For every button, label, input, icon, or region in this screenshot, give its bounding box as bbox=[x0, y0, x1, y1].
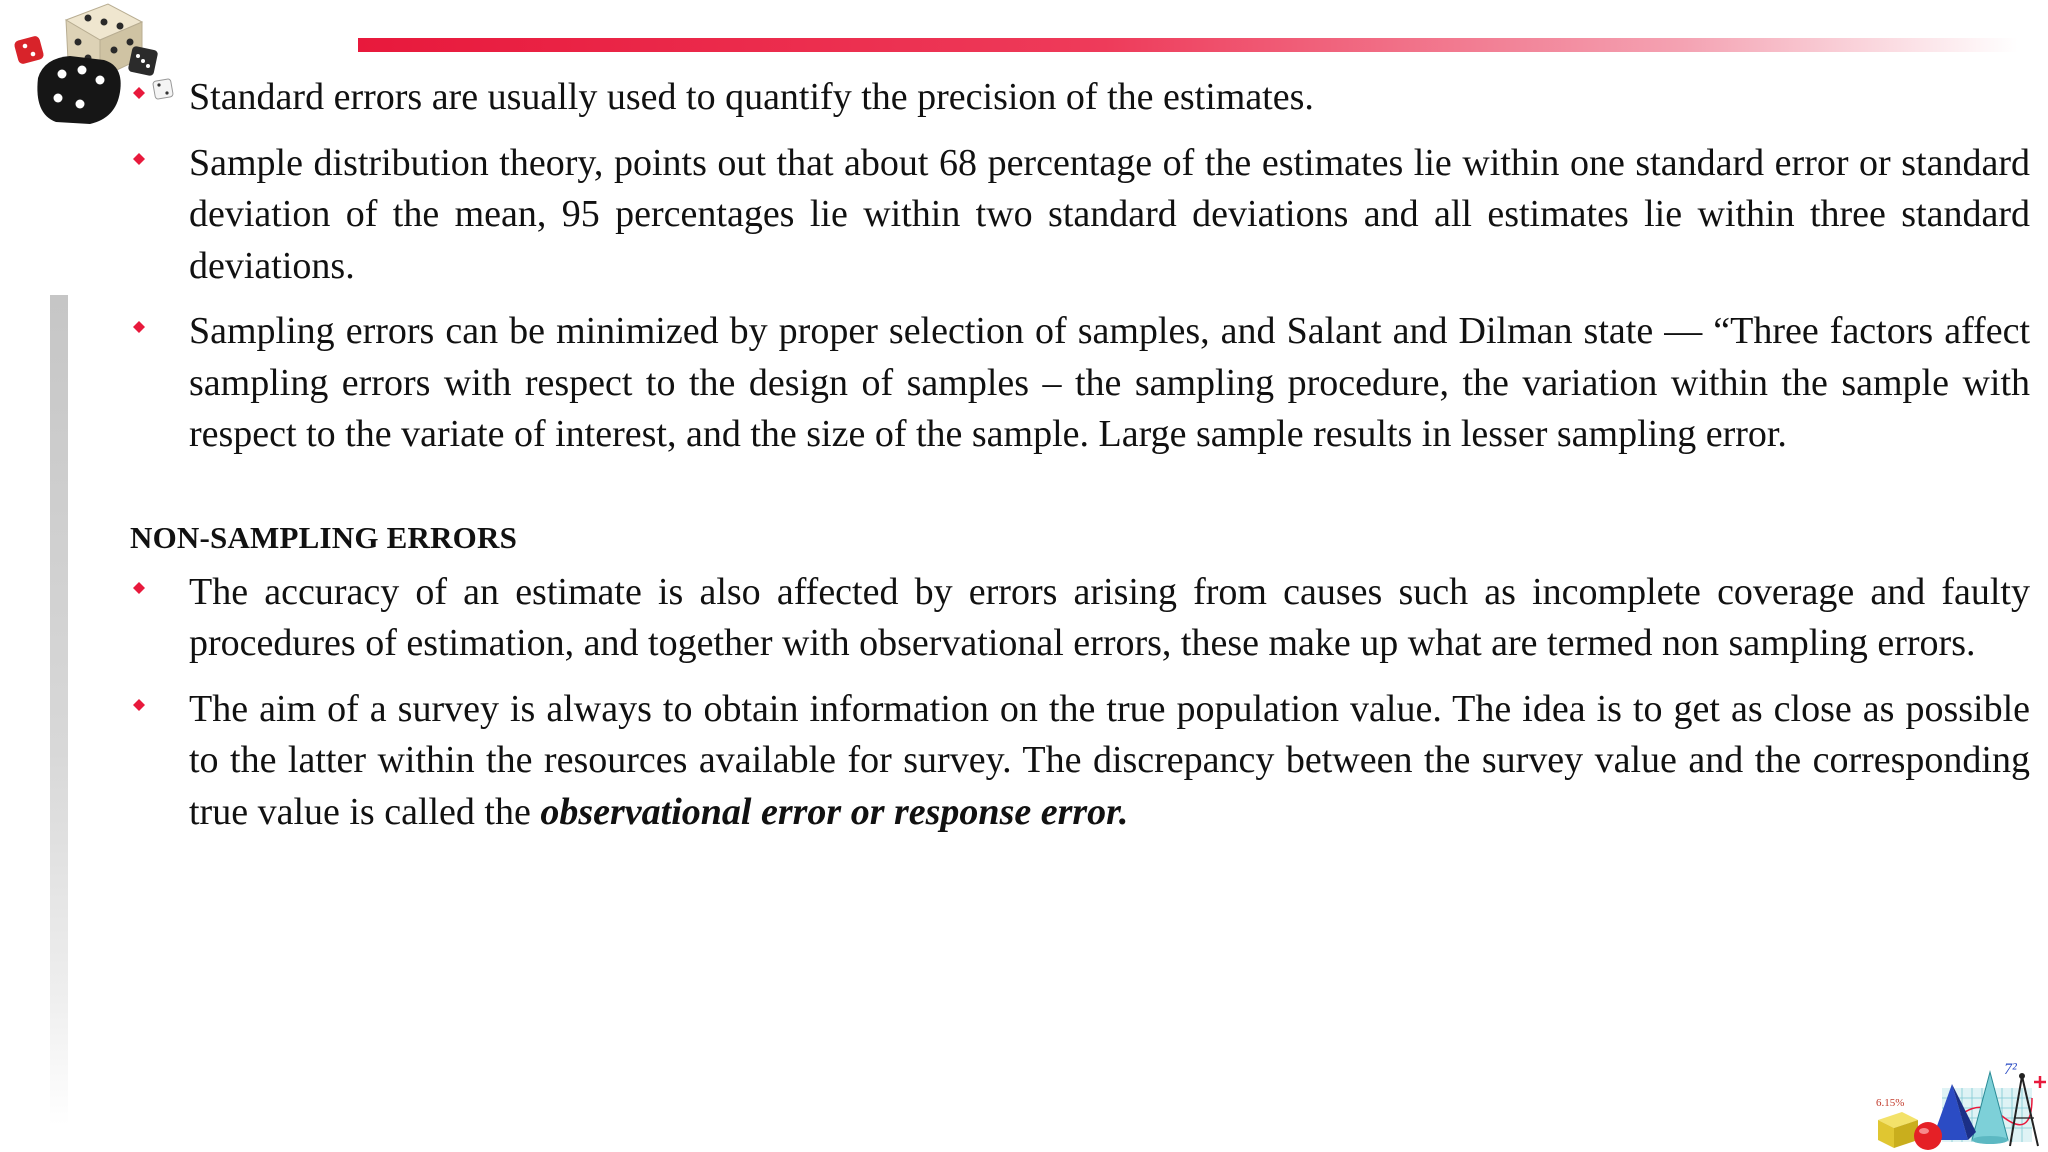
top-accent-bar bbox=[358, 38, 2018, 52]
diamond-bullet-icon bbox=[130, 684, 150, 735]
bullet-sampling-errors bbox=[130, 306, 2030, 461]
bullet-text: The accuracy of an estimate is also affected by errors arising from causes such as incomplete coverage and faulty procedures of estimation, and together with observational errors, these make up what are termed non sampling errors. bbox=[189, 570, 2030, 664]
bullet-text: Sample distribution theory, points out that about 68 percentage of the estimates lie within one standard error or standard deviation of the mean, 95 percentages lie within two standard deviations and all estimates lie within three standard deviations. bbox=[189, 141, 2030, 287]
slide-content bbox=[130, 72, 2030, 852]
bullet-text-plain: The aim of a survey is always to obtain information on the true population value. The idea is to get as close as possible to the latter within the resources available for survey. The discrepancy between the survey value and the corresponding true value is called the bbox=[189, 687, 2030, 833]
diamond-bullet-icon bbox=[130, 72, 150, 123]
diamond-bullet-icon bbox=[130, 567, 150, 618]
left-accent-bar bbox=[50, 295, 68, 1125]
red-die bbox=[13, 35, 44, 65]
bullet-sample-distribution bbox=[130, 138, 2030, 293]
bullet-text: Standard errors are usually used to quantify the precision of the estimates. bbox=[189, 76, 1314, 118]
diamond-bullet-icon bbox=[130, 138, 150, 189]
bullet-standard-errors bbox=[130, 72, 2030, 124]
diamond-bullet-icon bbox=[130, 306, 150, 357]
black-die bbox=[37, 56, 120, 124]
math-label-percent: 6.15% bbox=[1876, 1097, 1905, 1109]
plus-sign bbox=[2034, 1076, 2046, 1088]
cube-shape bbox=[1878, 1112, 1918, 1148]
bullet-survey-aim bbox=[130, 684, 2030, 839]
bullet-accuracy bbox=[130, 567, 2030, 670]
bullet-text bbox=[189, 684, 2030, 839]
emphasized-term: observational error or response error. bbox=[540, 790, 1129, 833]
bullet-text: Sampling errors can be minimized by proper selection of samples, and Salant and Dilman state — “Three factors affect sampling errors with respect to the design of samples – the sampling procedure, the variation within the sample with respect to the variate of interest, and the size of the sample. Large sample results in lesser sampling error. bbox=[189, 310, 2030, 455]
math-label-power: 7² bbox=[2004, 1061, 2017, 1078]
sphere-shape bbox=[1914, 1122, 1942, 1150]
math-shapes-image bbox=[1872, 1058, 2048, 1152]
section-heading: NON-SAMPLING ERRORS bbox=[130, 519, 518, 555]
